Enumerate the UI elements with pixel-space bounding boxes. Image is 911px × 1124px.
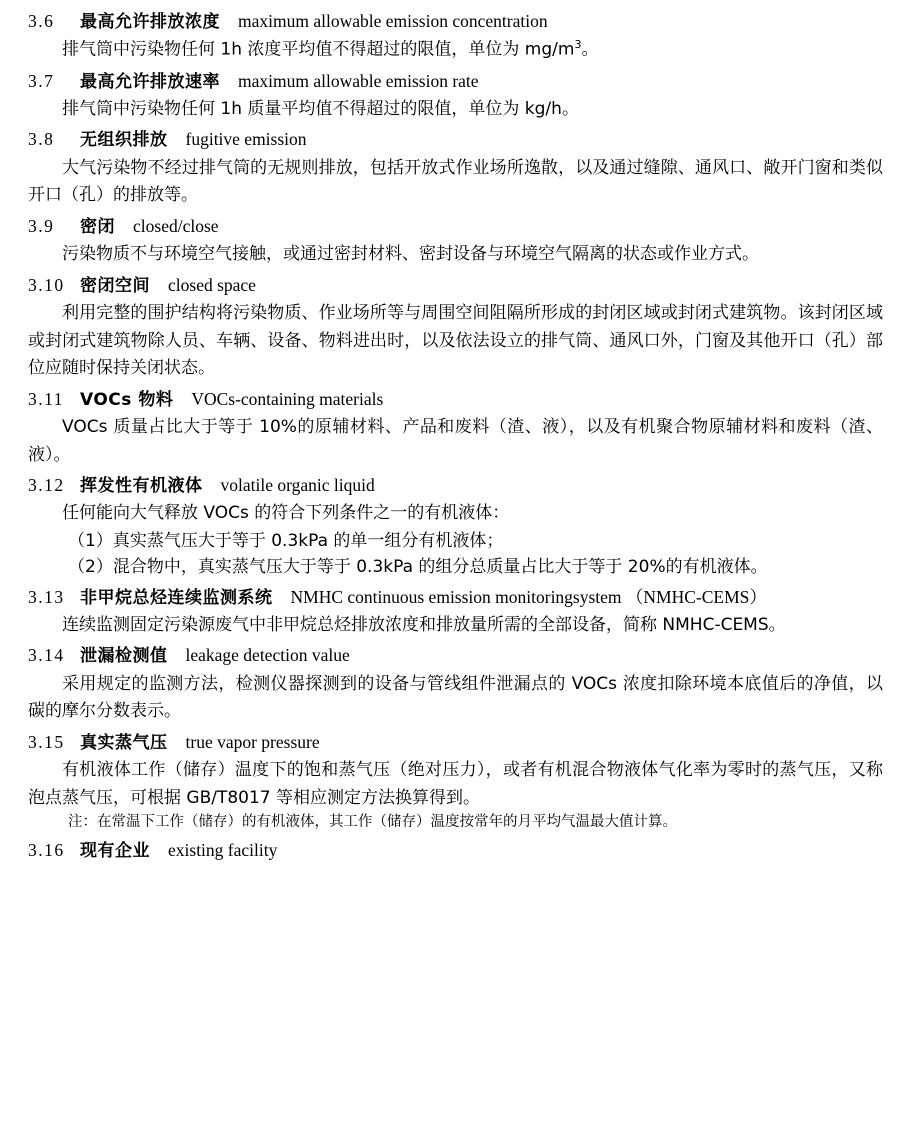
term-entry (28, 584, 883, 640)
term-english: maximum allowable emission rate (238, 70, 479, 91)
term-chinese: 最高允许排放浓度 (80, 12, 220, 32)
term-entry (28, 386, 883, 469)
term-chinese: 现有企业 (80, 841, 150, 862)
term-entry (28, 729, 883, 834)
term-entry (28, 126, 883, 209)
term-definition: 排气筒中污染物任何 1h 浓度平均值不得超过的限值，单位为 $mg/m^3$。 (62, 38, 599, 60)
term-english: closed space (168, 274, 256, 295)
term-number: 3.12 (28, 475, 65, 496)
term-english: closed/close (133, 215, 219, 236)
term-english: maximum allowable emission concentration (238, 11, 548, 31)
term-heading (28, 213, 883, 240)
term-entry (28, 837, 883, 864)
term-definition: VOCs 质量占比大于等于 10%的原辅材料、产品和废料（渣、液），以及有机聚合物原辅材料和废料（渣、液）。 (28, 416, 883, 465)
term-heading (28, 729, 883, 756)
term-heading (28, 584, 883, 611)
term-english: VOCs-containing materials (191, 388, 384, 409)
term-chinese: 密闭空间 (80, 275, 150, 296)
term-chinese: VOCs 物料 (80, 389, 174, 410)
term-chinese: 非甲烷总烃连续监测系统 (80, 587, 273, 608)
term-note: 注：在常温下工作（储存）的有机液体，其工作（储存）温度按常年的月平均气温最大值计算。 (68, 814, 677, 831)
term-entry (28, 213, 883, 269)
term-english: volatile organic liquid (220, 475, 375, 496)
term-english: NMHC continuous emission monitoringsystem （NMHC-CEMS） (290, 586, 767, 607)
term-number: 3.8 (28, 129, 55, 150)
term-number: 3.9 (28, 215, 55, 236)
term-english: true vapor pressure (185, 731, 320, 752)
term-definition: 任何能向大气释放 VOCs 的符合下列条件之一的有机液体： (62, 503, 510, 524)
term-chinese: 泄漏检测值 (80, 646, 168, 667)
term-heading (28, 126, 883, 153)
term-definition: 大气污染物不经过排气筒的无规则排放，包括开放式作业场所逸散，以及通过缝隙、通风口、敞开门窗和类似开口（孔）的排放等。 (28, 157, 883, 206)
term-heading (28, 272, 883, 299)
term-english: existing facility (168, 840, 278, 861)
term-definition: 污染物质不与环境空气接触，或通过密封材料、密封设备与环境空气隔离的状态或作业方式。 (62, 244, 759, 265)
term-heading (28, 472, 883, 499)
term-number: 3.7 (28, 70, 55, 91)
term-chinese: 无组织排放 (80, 130, 168, 151)
term-entry (28, 68, 883, 124)
term-number: 3.14 (28, 645, 65, 666)
term-chinese: 真实蒸气压 (80, 732, 168, 753)
term-heading (28, 642, 883, 669)
term-definition: 连续监测固定污染源废气中非甲烷总烃排放浓度和排放量所需的全部设备，简称 NMHC-CEMS。 (62, 614, 786, 635)
term-definition: 有机液体工作（储存）温度下的饱和蒸气压（绝对压力），或者有机混合物液体气化率为零时的蒸气压，又称泡点蒸气压，可根据 GB/T8017 等相应测定方法换算得到。 (28, 760, 883, 808)
term-definition: 利用完整的围护结构将污染物质、作业场所等与周围空间阻隔所形成的封闭区域或封闭式建筑物。该封闭区域或封闭式建筑物除人员、车辆、设备、物料进出时，以及依法设立的排气筒、通风口外，门窗及其他开口（孔）部位应随时保持关闭状态。 (28, 303, 883, 379)
term-definition: 排气筒中污染物任何 1h 质量平均值不得超过的限值，单位为 kg/h。 (62, 98, 579, 119)
term-number: 3.16 (28, 840, 65, 861)
term-number: 3.13 (28, 586, 65, 607)
term-heading (28, 386, 883, 413)
term-entry (28, 272, 883, 383)
list-item: （1）真实蒸气压大于等于 0.3kPa 的单一组分有机液体； (68, 530, 504, 551)
term-chinese: 密闭 (80, 216, 115, 237)
term-chinese: 最高允许排放速率 (80, 71, 220, 92)
term-heading (28, 837, 883, 864)
term-chinese: 挥发性有机液体 (80, 476, 203, 497)
term-heading (28, 68, 883, 95)
term-definition: 采用规定的监测方法，检测仪器探测到的设备与管线组件泄漏点的 VOCs 浓度扣除环境本底值后的净值，以碳的摩尔分数表示。 (28, 673, 883, 722)
term-number: 3.10 (28, 274, 65, 295)
term-number: 3.6 (28, 11, 55, 31)
list-item: （2）混合物中，真实蒸气压大于等于 0.3kPa 的组分总质量占比大于等于 20%的有机液体。 (68, 557, 768, 578)
superscript-3: 3 (574, 38, 582, 52)
term-entry (28, 8, 883, 65)
term-heading (28, 8, 883, 35)
term-english: fugitive emission (185, 129, 307, 150)
term-entry (28, 642, 883, 725)
term-entry (28, 472, 883, 581)
term-number: 3.11 (28, 388, 64, 409)
term-english: leakage detection value (185, 645, 350, 666)
term-number: 3.15 (28, 731, 65, 752)
